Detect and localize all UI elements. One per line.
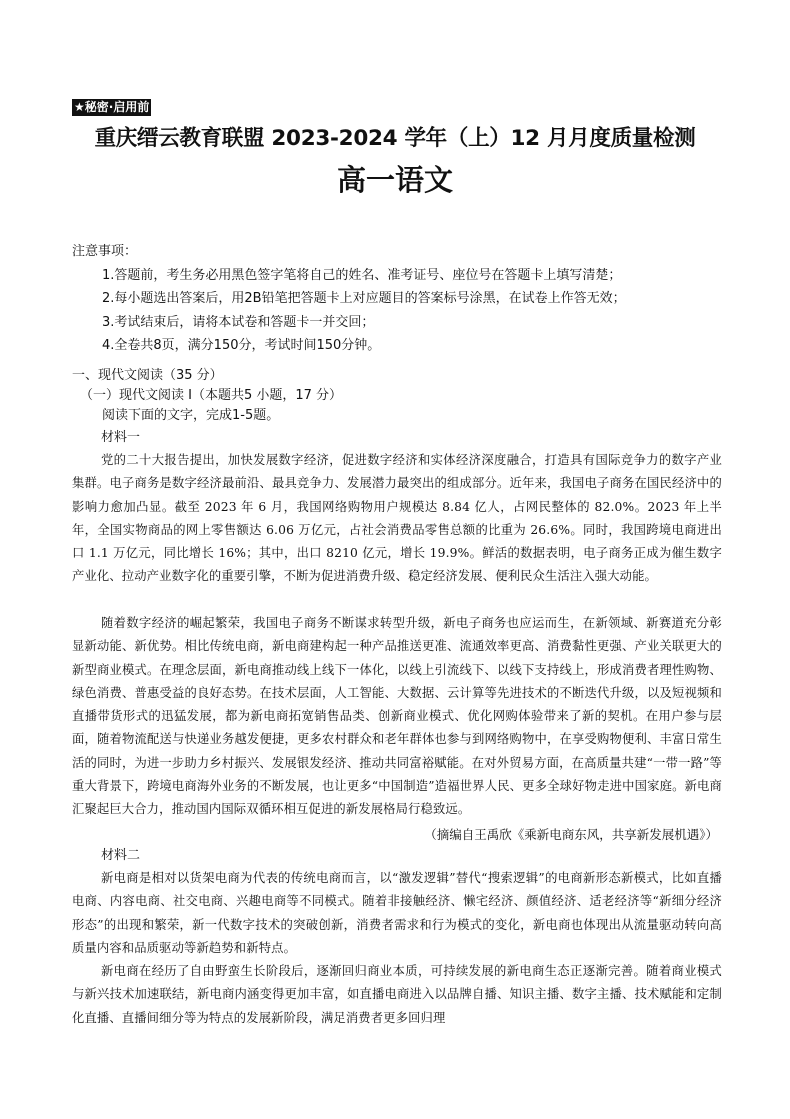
material-two-label: 材料二 [101,848,141,863]
subsection-heading: （一）现代文阅读 I（本题共5 小题，17 分） [80,388,343,403]
exam-title: 重庆缙云教育联盟 2023-2024 学年（上）12 月月度质量检测 [94,126,696,151]
exam-notes [72,240,722,358]
notes-item: 2.每小题选出答案后，用2B铅笔把答题卡上对应题目的答案标号涂黑，在试卷上作答无效； [102,291,626,306]
notes-item: 3.考试结束后，请将本试卷和答题卡一并交回； [102,314,375,330]
section-heading: 一、现代文阅读（35 分） [72,368,223,383]
notes-item: 4.全卷共8页，满分150分，考试时间150分钟。 [102,338,381,353]
notes-item: 1.答题前，考生务必用黑色签字笔将自己的姓名、准考证号、座位号在答题卡上填写清楚； [102,267,622,283]
notes-heading: 注意事项： [72,244,138,259]
subject-title: 高一语文 [336,163,453,197]
material-one-paragraph: 党的二十大报告提出，加快发展数字经济，促进数字经济和实体经济深度融合，打造具有国际竞争力的数字产业集群。电子商务是数字经济最前沿、最具竞争力、发展潜力最突出的组成部分。近年来，我国电子商务在国民经济中的影响力愈加凸显。截至 2023 年 6 月，我国网络购物用户规模达 8.84 亿人，占网民整体的 82.0%。2023 年上半年，全国实物商品的网上零售额达 6.06 万亿元，占社会消费品零售总额的比重为 26.6%。同时，我国跨境电商进出口 1.1 万亿元，同比增长 16%；其中，出口 8210 亿元，增长 19.9%。鲜活的数据表明，电子商务正成为催生数字产业化、拉动产业数字化的重要引擎，不断为促进消费升级、稳定经济发展、便利民众生活注入强大动能。 [72,453,722,584]
material-two-paragraph: 新电商是相对以货架电商为代表的传统电商而言，以“激发逻辑”替代“搜索逻辑”的电商新形态新模式，比如直播电商、内容电商、社交电商、兴趣电商等不同模式。随着非接触经济、懒宅经济、颜值经济、适老经济等“新细分经济形态”的出现和繁荣，新一代数字技术的突破创新，消费者需求和行为模式的变化，新电商也体现出从流量驱动转向高质量内容和品质驱动等新趋势和新特点。 [72,871,722,955]
section-modern-reading [72,366,732,426]
material-one-source: （摘编自王禹欣《乘新电商东风，共享新发展机遇》） [424,827,718,842]
reading-instruction: 阅读下面的文字，完成1-5题。 [102,408,280,423]
material-two-paragraph: 新电商在经历了自由野蛮生长阶段后，逐渐回归商业本质，可持续发展的新电商生态正逐渐完善。随着商业模式与新兴技术加速联结，新电商内涵变得更加丰富，如直播电商进入以品牌自播、知识主播、数字主播、技术赋能和定制化直播、直播间细分等为特点的发展新阶段，满足消费者更多回归理 [72,964,722,1025]
material-one-label: 材料一 [101,430,141,445]
confidential-label: ★秘密·启用前 [74,100,150,114]
material-one-paragraph: 随着数字经济的崛起繁荣，我国电子商务不断谋求转型升级，新电子商务也应运而生，在新领域、新赛道充分彰显新动能、新优势。相比传统电商，新电商建构起一种产品推送更准、流通效率更高、消费黏性更强、产业关联更大的新型商业模式。在理念层面，新电商推动线上线下一体化，以线上引流线下、以线下支持线上，形成消费者理性购物、绿色消费、普惠受益的良好态势。在技术层面，人工智能、大数据、云计算等先进技术的不断迭代升级，以及短视频和直播带货形式的迅猛发展，都为新电商拓宽销售品类、创新商业模式、优化网购体验带来了新的契机。在用户参与层面，随着物流配送与快递业务越发便捷，更多农村群众和老年群体也参与到网络购物中，在享受购物便利、丰富日常生活的同时，为进一步助力乡村振兴、发展银发经济、推动共同富裕赋能。在对外贸易方面，在高质量共建“一带一路”等重大背景下，跨境电商海外业务的不断发展，也让更多“中国制造”造福世界人民、更多全球好物走进中国家庭。新电商汇聚起巨大合力，推动国内国际双循环相互促进的新发展格局行稳致远。 [72,616,722,817]
